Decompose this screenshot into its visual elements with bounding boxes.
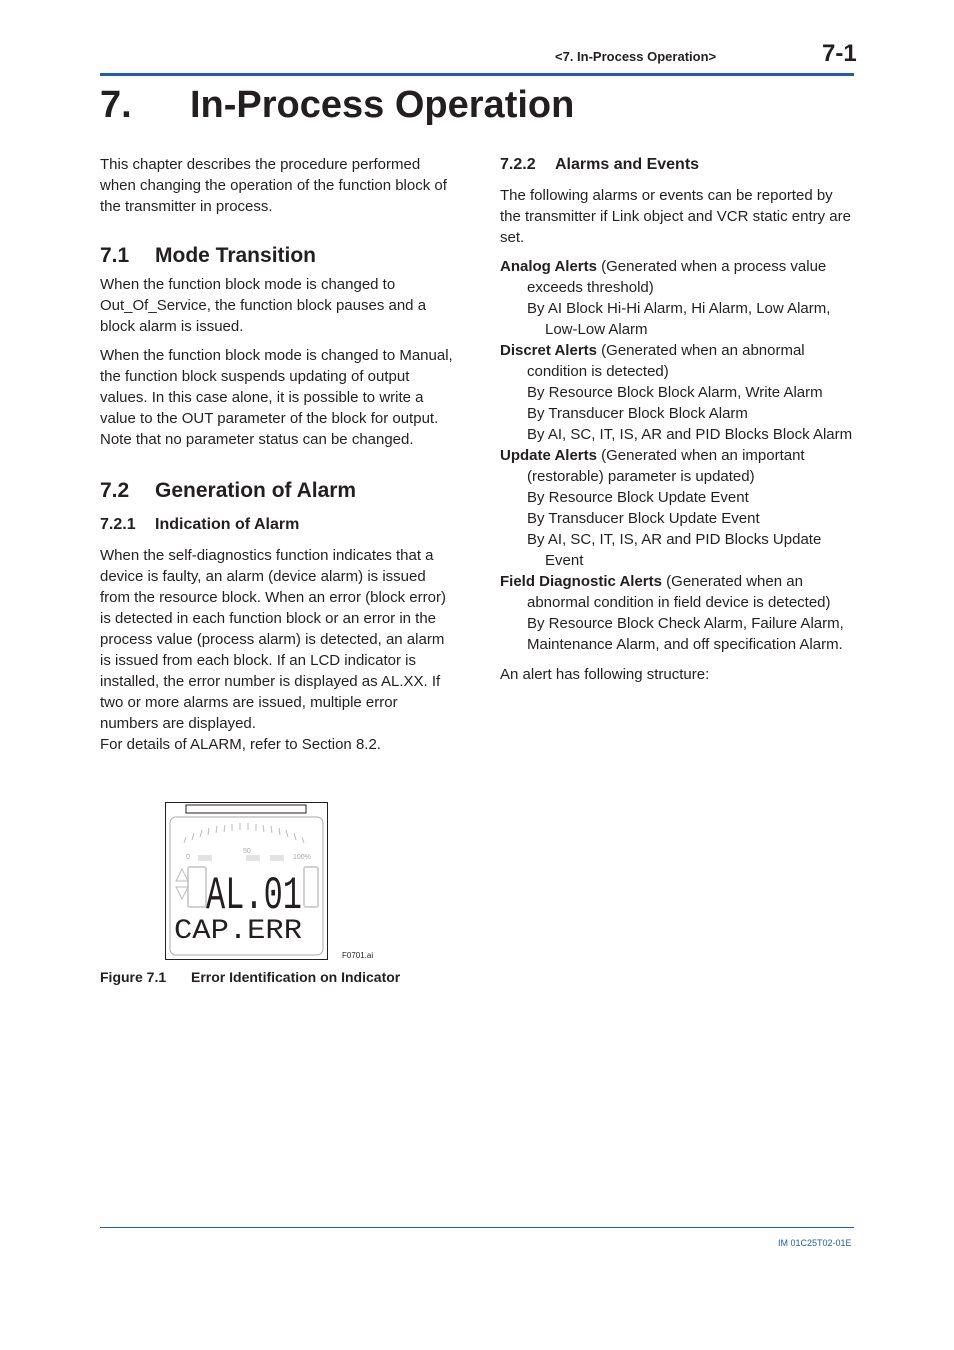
chapter-title-text: In-Process Operation [190,84,575,126]
footer-rule [100,1227,854,1228]
lcd-display-illustration [166,803,327,959]
lcd-scale-0: 0 [186,854,190,861]
document-id: IM 01C25T02-01E [778,1238,852,1248]
left-column [100,154,455,755]
lcd-scale-50: 50 [243,848,251,855]
alert-structure-intro: An alert has following structure: [500,666,710,683]
alert-field-diagnostic: Field Diagnostic Alerts (Generated when an abnormal condition in field device is detected) By Resource Block Check Alarm, Failure Alarm, Maintenance Alarm, and off specification Alarm. [500,573,844,653]
chapter-number: 7. [100,84,132,126]
indication-paragraph: When the self-diagnostics function indicates that a device is faulty, an alarm (device alarm) is issued from the resource block. When an error (block error) is detected in each function block or an error in the process value (process alarm) is detected, an alarm is issued from each block. If an LCD indicator is installed, the error number is displayed as AL.XX. If two or more alarms are issued, multiple error numbers are displayed. [100,547,446,732]
alarms-events-paragraph: The following alarms or events can be reported by the transmitter if Link object and VCR static entry are set. [500,187,851,246]
chapter-title [100,84,574,127]
mode-transition-paragraph-1: When the function block mode is changed to Out_Of_Service, the function block pauses and a block alarm is issued. [100,276,427,335]
intro-paragraph: This chapter describes the procedure performed when changing the operation of the function block of the transmitter in process. [100,156,447,215]
subsection-heading-7-2-1: 7.2.1 Indication of Alarm [100,516,300,533]
figure-caption: Figure 7.1 Error Identification on Indicator [100,969,401,985]
lcd-indicator-figure [165,802,328,960]
subsection-heading-7-2-2: 7.2.2 Alarms and Events [500,156,700,173]
section-heading-7-2: 7.2 Generation of Alarm [100,479,357,502]
alert-update: Update Alerts (Generated when an important (restorable) parameter is updated) By Resource Block Update Event By Transducer Block Update Event By AI, SC, IT, IS, AR and PID Blocks Update Event [500,447,822,569]
header-rule [100,73,854,76]
running-header: <7. In-Process Operation> [555,49,717,64]
right-column [500,154,854,693]
lcd-scale-100: 100% [293,854,311,861]
section-heading-7-1: 7.1 Mode Transition [100,244,317,267]
mode-transition-paragraph-2: When the function block mode is changed to Manual, the function block suspends updating of output values. In this case alone, it is possible to write a value to the OUT parameter of the block for output. Note that no parameter status can be changed. [100,347,453,448]
page-number: 7-1 [822,40,857,67]
alert-discret: Discret Alerts (Generated when an abnormal condition is detected) By Resource Block Block Alarm, Write Alarm By Transducer Block Block Alarm By AI, SC, IT, IS, AR and PID Blocks Block Alarm [500,342,853,443]
figure-file-id: F0701.ai [342,951,374,960]
indication-reference: For details of ALARM, refer to Section 8.2. [100,736,381,753]
alert-analog: Analog Alerts (Generated when a process value exceeds threshold) By AI Block Hi-Hi Alarm, Hi Alarm, Low Alarm, Low-Low Alarm [500,258,831,338]
lcd-sub-reading: CAP.ERR [174,916,303,947]
lcd-main-reading: AL.01 [206,870,302,922]
